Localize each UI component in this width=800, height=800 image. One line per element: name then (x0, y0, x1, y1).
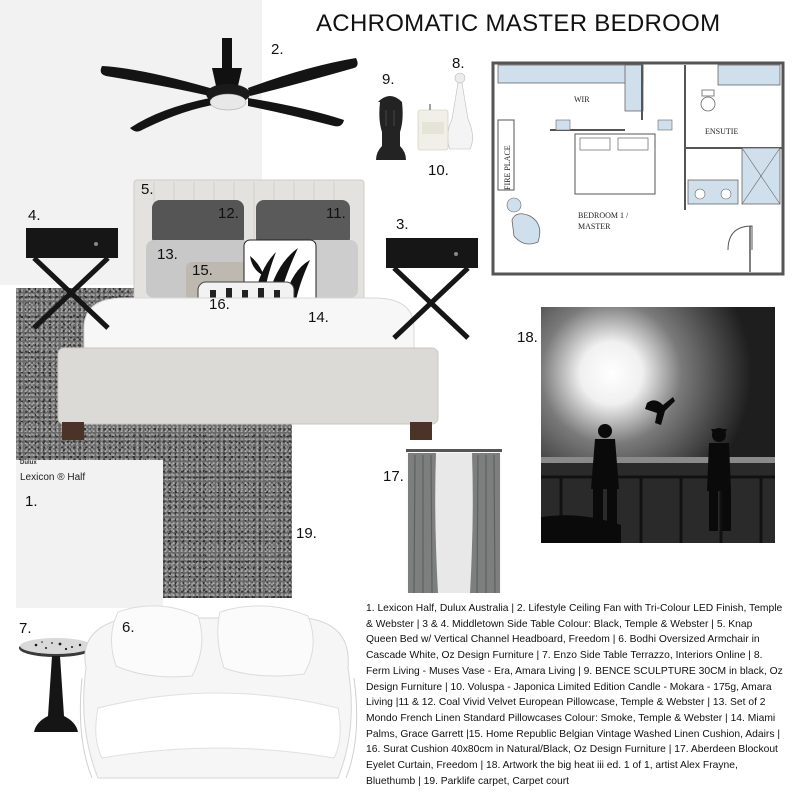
ceiling-fan-image (100, 36, 360, 136)
floorplan-label-wir: WIR (574, 95, 590, 104)
item-number-1: 1. (25, 493, 38, 510)
floor-plan (490, 60, 786, 278)
item-number-3: 3. (396, 216, 409, 233)
item-number-5: 5. (141, 181, 154, 198)
item-number-19: 19. (296, 525, 317, 542)
side-table-left-image (24, 224, 120, 330)
item-number-12: 12. (218, 205, 239, 222)
item-number-2: 2. (271, 41, 284, 58)
item-number-4: 4. (28, 207, 41, 224)
page-title: ACHROMATIC MASTER BEDROOM (316, 10, 721, 37)
vase-and-candle-image (412, 70, 482, 160)
item-number-6: 6. (122, 619, 135, 636)
item-number-7: 7. (19, 620, 32, 637)
item-number-13: 13. (157, 246, 178, 263)
product-list-description: 1. Lexicon Half, Dulux Australia | 2. Lifestyle Ceiling Fan with Tri-Colour LED Finish, Temple & Webster | 3 & 4. Middletown Side Table Colour: Black, Temple & Webster | 5. Knap Queen Bed w/ Vertical Channel Headboard, Freedom | 6. Bodhi Oversized Armchair in Cascade White, Oz Design Furniture | 7. Enzo Side Table Terrazzo, Interiors Online | 8. Ferm Living - Muses Vase - Era, Amara Living | 9. BENCE SCULPTURE 30CM in black, Oz Design Furniture | 10. Voluspa - Japonica Limited Edition Candle - Mokara - 175g, Amara Living |11 & 12. Coal Vivid Velvet European Pillowcase, Temple & Webster | 13. Set of 2 Mondo French Linen Standard Pillowcases Colour: Smoke, Temple & Webster | 14. Miami Palms, Grace Garrett |15. Home Republic Belgian Vintage Washed Linen Cushion, Adairs | 16. Surat Cushion 40x80cm in Natural/Black, Oz Design Furniture | 17. Aberdeen Blockout Eyelet Curtain, Freedom | 18. Artwork the big heat iii ed. 1 of 1, artist Alex Frayne, Bluethumb | 19. Parklife carpet, Carpet court (366, 603, 783, 787)
dulux-logo: Dulux (20, 460, 37, 466)
curtain-image (406, 447, 502, 593)
item-number-15: 15. (192, 262, 213, 279)
item-number-11: 11. (326, 205, 346, 222)
paint-name-label: Lexicon ® Half (20, 472, 86, 483)
floorplan-label-fireplace: FIRE PLACE (503, 145, 512, 190)
side-table-right-image (384, 234, 480, 340)
sculpture-image (372, 92, 408, 162)
item-number-8: 8. (452, 55, 465, 72)
item-number-9: 9. (382, 71, 395, 88)
floorplan-label-bedroom: BEDROOM 1 / (578, 211, 629, 220)
item-number-10: 10. (428, 162, 449, 179)
artwork-image (541, 307, 775, 543)
floorplan-label-ensuite: ENSUTIE (705, 127, 739, 136)
floorplan-label-master: MASTER (578, 222, 611, 231)
item-number-16: 16. (209, 296, 230, 313)
item-number-14: 14. (308, 309, 329, 326)
item-number-17: 17. (383, 468, 404, 485)
item-number-18: 18. (517, 329, 538, 346)
armchair-image (78, 598, 360, 798)
